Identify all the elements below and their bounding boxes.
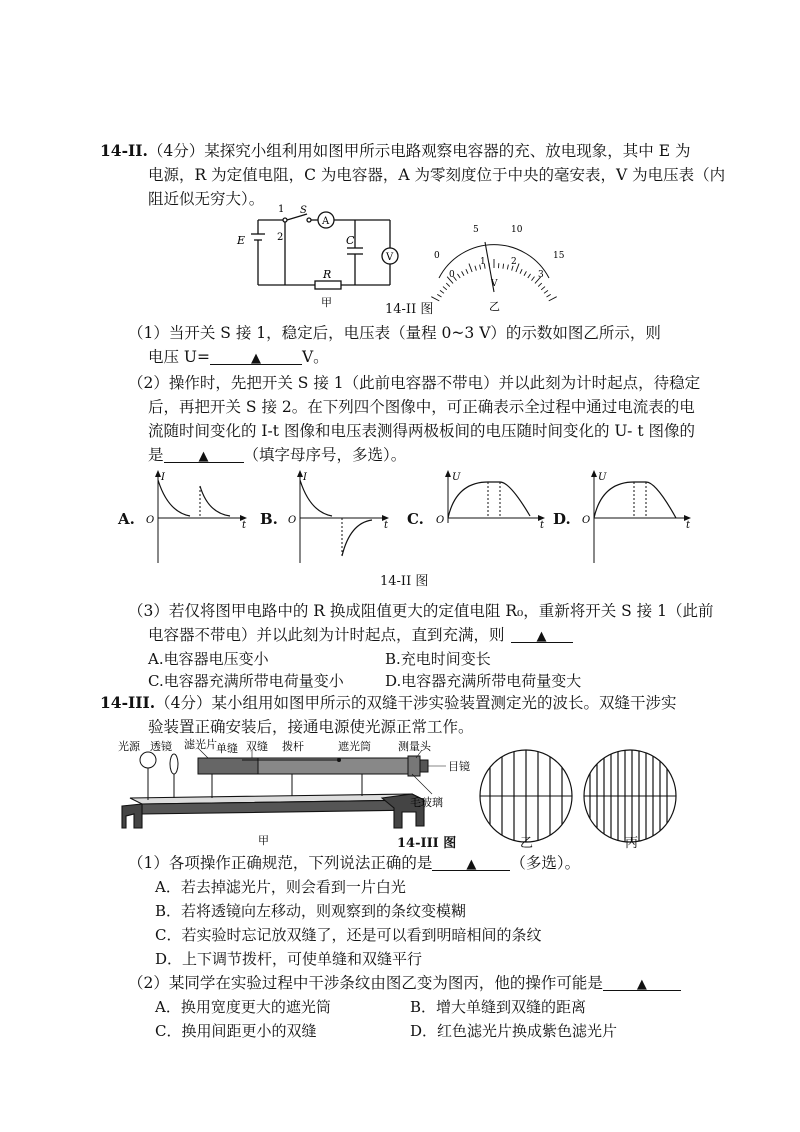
label-eyepiece: 目镜 <box>448 760 470 773</box>
dial-tick <box>503 264 504 269</box>
dial-bottom-2: 2 <box>511 257 517 267</box>
dial-tick <box>443 287 447 290</box>
dial-top-0: 0 <box>434 251 440 261</box>
svg-text:O: O <box>582 515 591 526</box>
q3-p2: （2）某同学在实验过程中干涉条纹由图乙变为图丙，他的操作可能是 ▲ <box>128 972 681 994</box>
dial-bottom-3: 3 <box>538 270 544 280</box>
p1-line1: （1）当开关 S 接 1，稳定后，电压表（量程 0~3 V）的示数如图乙所示，则 <box>128 324 661 342</box>
svg-text:I: I <box>303 472 307 483</box>
p3-option-c[interactable]: C.电容器充满所带电荷量变小 <box>148 672 344 690</box>
q14-3-line2: 验装置正确安装后，接通电源使光源正常工作。 <box>148 718 474 736</box>
label-V: V <box>386 252 394 263</box>
answer-blank-iii-2[interactable]: ▲ <box>603 972 681 991</box>
answer-blank-iii-1[interactable]: ▲ <box>432 852 510 871</box>
dial-bottom-0: 0 <box>449 270 455 280</box>
dial-tick <box>437 294 441 297</box>
graph-b <box>282 468 392 568</box>
label-A: A <box>322 216 330 227</box>
svg-text:t: t <box>540 520 545 528</box>
p3-line1: （3）若仅将图甲电路中的 R 换成阻值更大的定值电阻 R₀，重新将开关 S 接 1（此前 <box>128 602 714 620</box>
dial-tick <box>544 290 548 293</box>
caption-jia: 甲 <box>321 296 332 309</box>
svg-text:U: U <box>598 472 607 483</box>
q3-p2-option-d[interactable]: D．红色滤光片换成紫色滤光片 <box>410 1022 618 1040</box>
graphs-caption: 14-II 图 <box>380 574 429 589</box>
dial-tick <box>462 271 464 275</box>
dial-top-10: 10 <box>511 225 523 235</box>
label-head: 测量头 <box>398 740 431 753</box>
dial-tick <box>446 283 450 287</box>
dial-tick <box>549 297 557 301</box>
svg-text:t: t <box>686 520 691 531</box>
q3-p1-option-c[interactable]: C．若实验时忘记放双缝了，还是可以看到明暗相间的条纹 <box>155 926 542 944</box>
p3-option-d[interactable]: D.电容器充满所带电荷量变大 <box>385 672 582 690</box>
double-slit-apparatus <box>112 736 472 846</box>
q3-p1-option-a[interactable]: A．若去掉滤光片，则会看到一片白光 <box>155 878 406 896</box>
question-number: 14-II. <box>100 141 148 160</box>
dial-unit: V <box>491 279 498 289</box>
graph-d-letter: D. <box>553 510 571 528</box>
label-tube: 遮光筒 <box>338 740 371 753</box>
q14-3-line1 <box>100 692 677 714</box>
dial-tick <box>520 269 522 274</box>
label-R: R <box>323 268 332 281</box>
q3-p2-option-c[interactable]: C．换用间距更小的双缝 <box>155 1022 317 1040</box>
label-source: 光源 <box>118 740 140 753</box>
q3-p1: （1）各项操作正确规范，下列说法正确的是 ▲ （多选）。 <box>128 854 581 872</box>
q3-p1-option-d[interactable]: D．上下调节拨杆，可使单缝和双缝平行 <box>155 950 423 968</box>
dial-bottom-1: 1 <box>480 257 486 267</box>
dial-tick <box>528 274 531 278</box>
fringe-patterns <box>478 748 678 848</box>
label-S: S <box>300 205 307 216</box>
dial-tick <box>466 269 468 274</box>
dial-tick <box>469 264 472 272</box>
fig-title-14-3: 14-III 图 <box>397 836 457 851</box>
q3-p2-option-b[interactable]: B．增大单缝到双缝的距离 <box>410 998 587 1016</box>
label-rod: 拨杆 <box>282 740 304 753</box>
dial-top-15: 15 <box>553 251 565 261</box>
svg-text:t: t <box>384 520 389 531</box>
dial-tick <box>531 277 534 281</box>
fig-title-14-2: 14-II 图 <box>385 302 434 317</box>
dial-tick <box>541 287 545 290</box>
q14-2-line3: 阻近似无穷大）。 <box>148 190 265 208</box>
svg-text:O: O <box>146 515 155 526</box>
p3-line2: 电容器不带电）并以此刻为计时起点，直到充满，则 ▲ <box>148 624 573 646</box>
dial-tick <box>440 290 444 293</box>
p2-line1: （2）操作时，先把开关 S 接 1（此前电容器不带电）并以此刻为计时起点，待稳定 <box>128 374 701 392</box>
graph-c <box>430 468 550 528</box>
dial-tick <box>538 283 542 287</box>
p2-line2: 后，再把开关 S 接 2。在下列四个图像中，可正确表示全过程中通过电流表的电 <box>148 398 695 416</box>
label-E: E <box>237 234 246 247</box>
answer-blank-graphs[interactable]: ▲ <box>164 444 244 463</box>
answer-blank-r0[interactable]: ▲ <box>511 624 573 643</box>
svg-text:t: t <box>242 520 247 531</box>
svg-text:I: I <box>161 472 165 483</box>
q3-p1-option-b[interactable]: B．若将透镜向左移动，则观察到的条纹变模糊 <box>155 902 467 920</box>
p2-line3: 流随时间变化的 I-t 图像和电压表测得两极板间的电压随时间变化的 U- t 图像的 <box>148 422 695 440</box>
p2-line4: 是 ▲ （填字母序号，多选）。 <box>148 446 407 464</box>
q3-p2-option-a[interactable]: A．换用宽度更大的遮光筒 <box>155 998 331 1016</box>
dial-tick <box>547 294 551 297</box>
dial-tick <box>457 274 460 278</box>
q14-2-line1 <box>100 140 690 162</box>
svg-text:O: O <box>288 515 297 526</box>
caption-yi: 乙 <box>489 300 500 313</box>
answer-blank-u[interactable]: ▲ <box>210 346 302 365</box>
p3-option-a[interactable]: A.电容器电压变小 <box>148 650 269 668</box>
label-double-slit: 双缝 <box>246 740 268 753</box>
label-single-slit: 单缝 <box>216 742 238 755</box>
dial-tick <box>524 271 526 275</box>
question-text: （4分）某探究小组利用如图甲所示电路观察电容器的充、放电现象，其中 E 为 <box>147 142 691 160</box>
dial-tick <box>475 266 476 271</box>
graph-c-letter: C. <box>407 510 424 528</box>
question-text: （4分）某小组用如图甲所示的双缝干涉实验装置测定光的波长。双缝干涉实 <box>155 694 677 712</box>
graph-b-letter: B. <box>260 510 278 528</box>
label-lens: 透镜 <box>150 740 172 753</box>
label-1: 1 <box>278 204 285 215</box>
graph-a-letter: A. <box>118 510 135 528</box>
caption-bing: 丙 <box>625 836 639 851</box>
p3-option-b[interactable]: B.充电时间变长 <box>385 650 491 668</box>
caption-yi-2: 乙 <box>520 836 534 851</box>
dial-tick <box>507 265 508 270</box>
label-filter: 滤光片 <box>184 738 217 751</box>
circuit-diagram <box>225 200 425 310</box>
dial-top-5: 5 <box>473 225 479 235</box>
graph-d <box>576 468 696 568</box>
voltmeter-dial <box>425 220 575 315</box>
question-number: 14-III. <box>100 693 156 712</box>
q14-2-line2: 电源，R 为定值电阻，C 为电容器，A 为零刻度位于中央的毫安表，V 为电压表（内 <box>148 166 726 184</box>
label-2: 2 <box>277 232 284 243</box>
caption-jia-2: 甲 <box>258 834 269 846</box>
label-glass: 毛玻璃 <box>410 796 443 809</box>
label-C: C <box>346 234 355 247</box>
svg-text:O: O <box>436 515 445 526</box>
p1-line2: 电压 U= ▲ V。 <box>148 348 329 366</box>
graph-a <box>140 468 250 568</box>
svg-text:U: U <box>452 472 461 483</box>
